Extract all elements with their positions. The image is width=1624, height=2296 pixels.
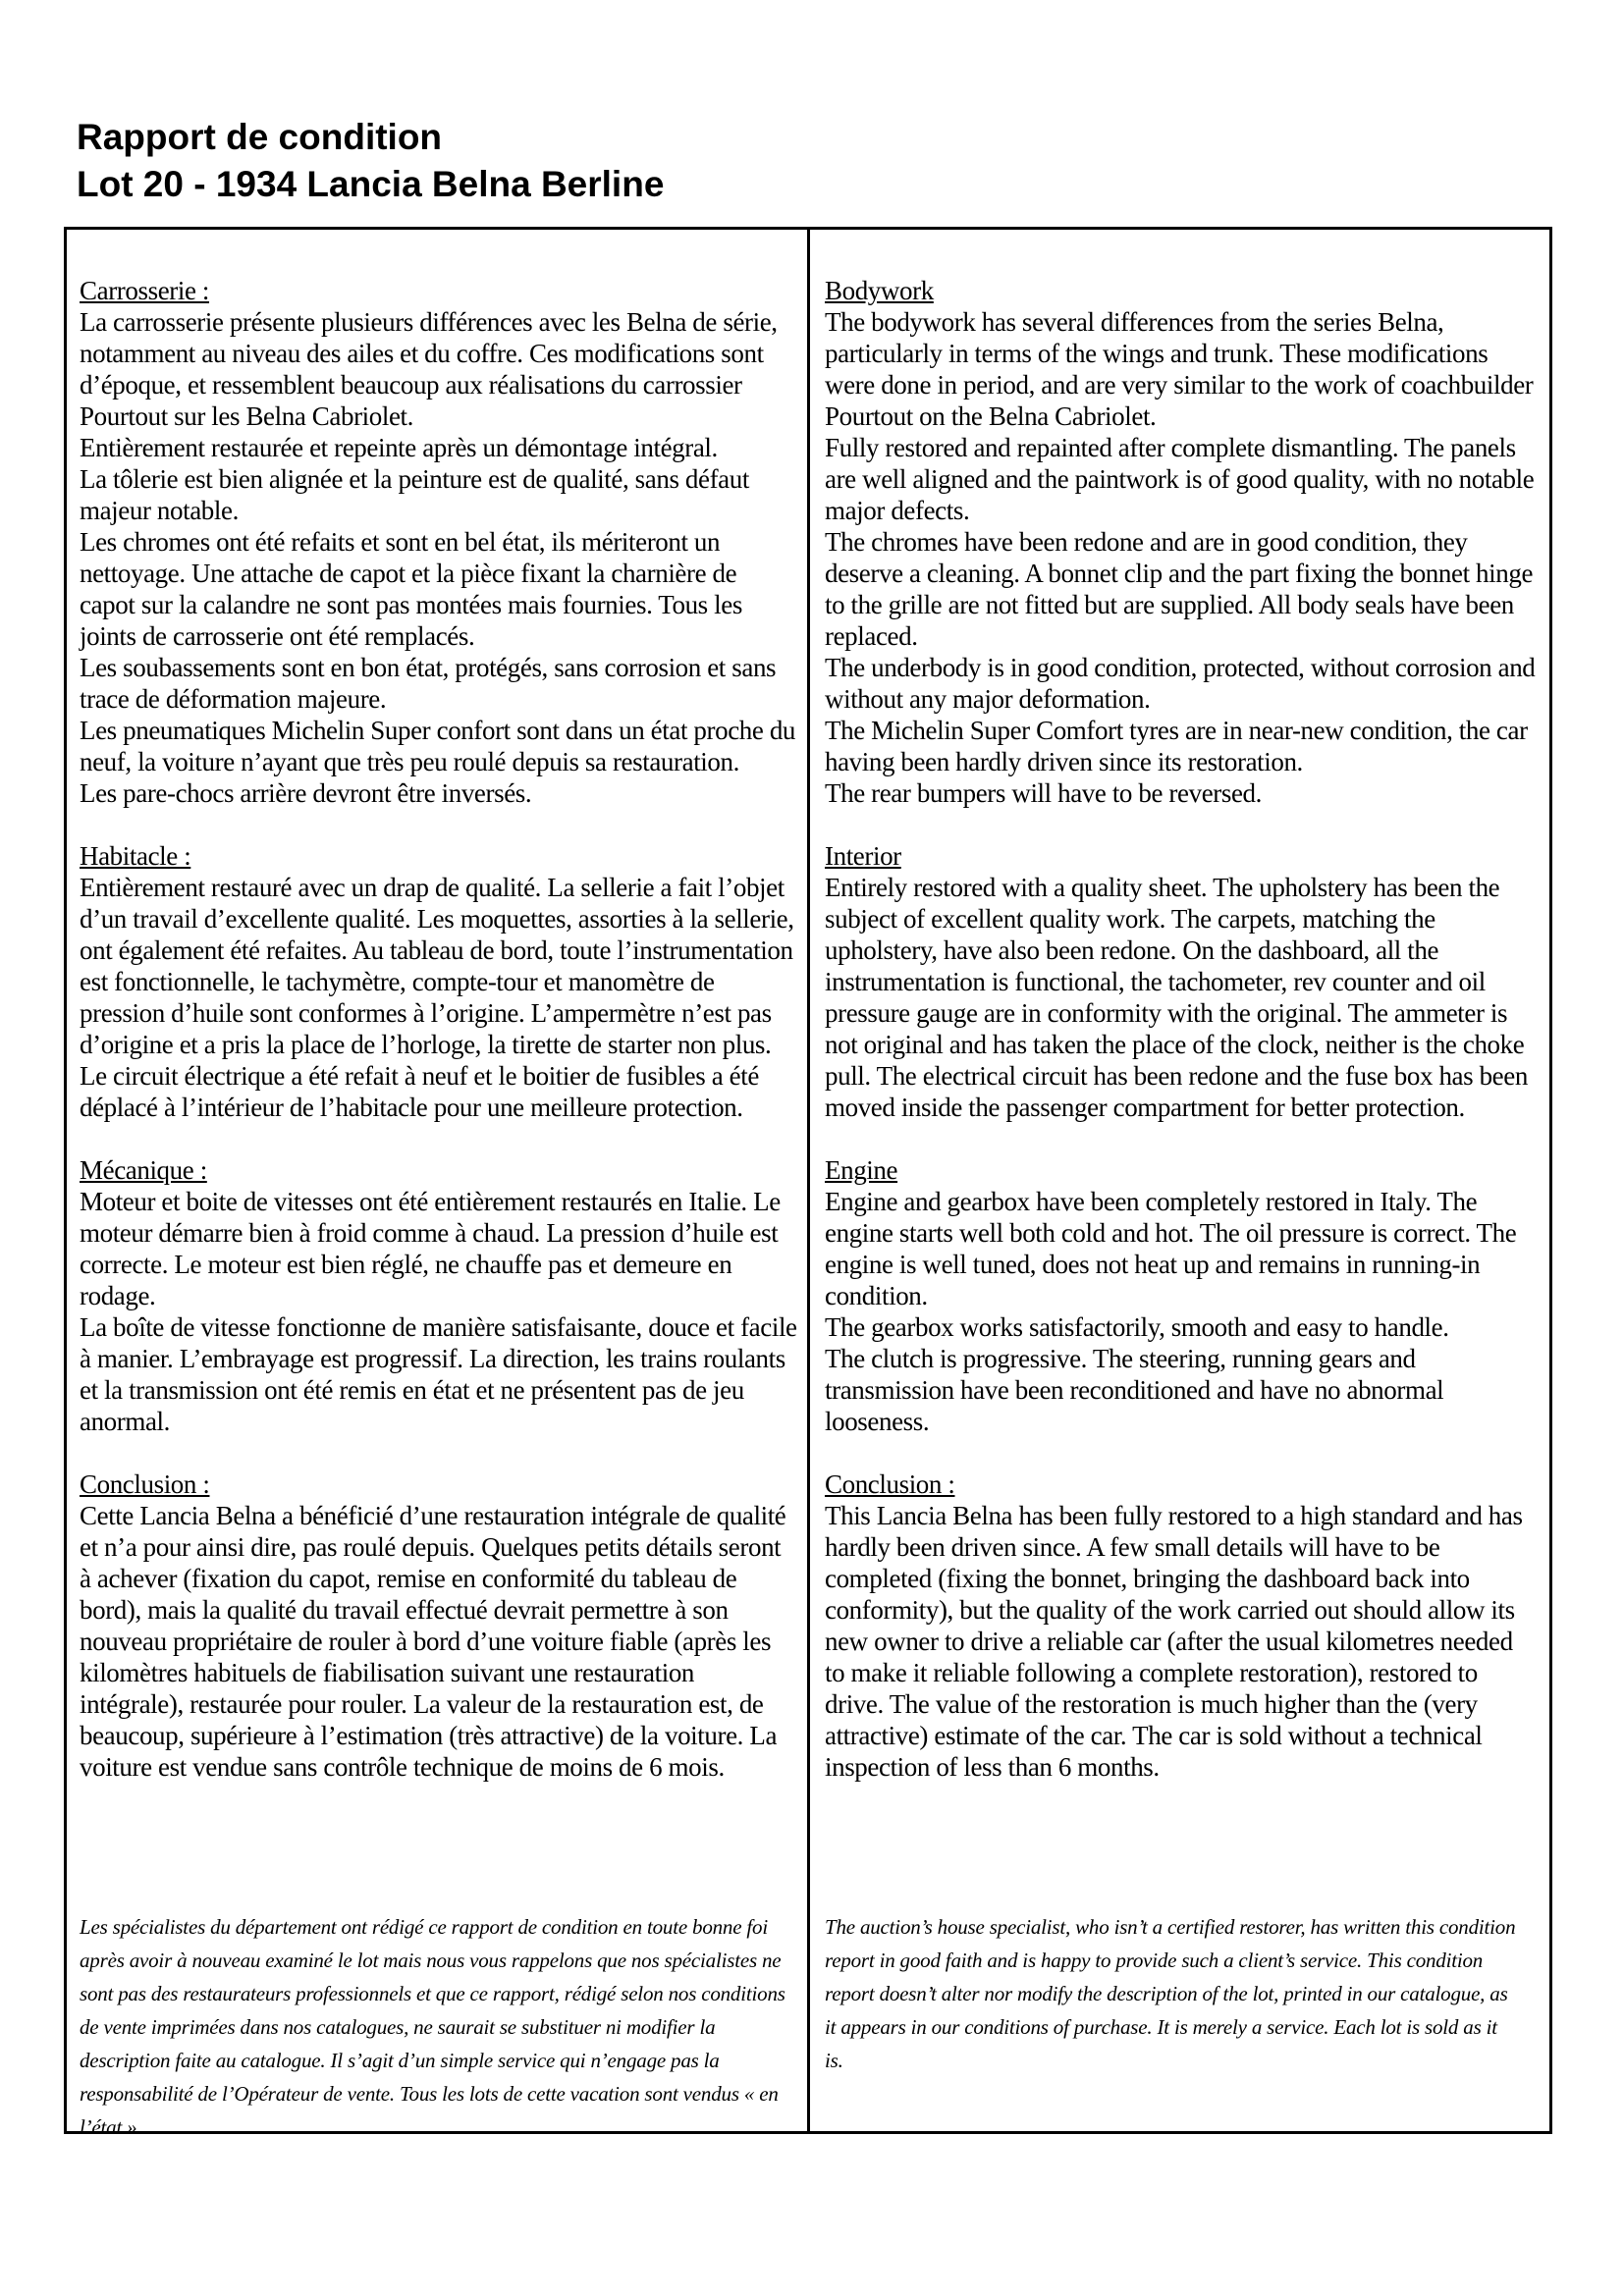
french-column: [67, 230, 810, 2139]
paragraph: La boîte de vitesse fonctionne de manière satisfaisante, douce et facile à manier. L’embrayage est progressif. La direction, les trains roulants et la transmission ont été remis en état et ne présentent pas de jeu anormal.: [80, 1312, 797, 1436]
document-title: [77, 114, 664, 208]
paragraph: The underbody is in good condition, protected, without corrosion and without any major deformation.: [825, 653, 1536, 714]
section-habitacle: [80, 840, 797, 1123]
paragraph: Entièrement restaurée et repeinte après un démontage intégral.: [80, 433, 718, 462]
paragraph: This Lancia Belna has been fully restored to a high standard and has hardly been driven since. A few small details will have to be completed (fixing the bonnet, bringing the dashboard back into conformity), but the quality of the work carried out should allow its new owner to drive a reliable car (after the usual kilometres needed to make it reliable following a complete restoration), restored to drive. The value of the restoration is much higher than the (very attractive) estimate of the car. The car is sold without a technical inspection of less than 6 months.: [825, 1501, 1523, 1782]
paragraph: Entièrement restauré avec un drap de qualité. La sellerie a fait l’objet d’un travail d’excellente qualité. Les moquettes, assorties à la sellerie, ont également été refaites. Au tableau de bord, toute l’instrumentation est fonctionnelle, le tachymètre, compte-tour et manomètre de pression d’huile sont conformes à l’origine. L’ampermètre n’est pas d’origine et a pris la place de l’horloge, la tirette de starter non plus. Le circuit électrique a été refait à neuf et le boitier de fusibles a été déplacé à l’intérieur de l’habitacle pour une meilleure protection.: [80, 873, 794, 1122]
paragraph: Entirely restored with a quality sheet. The upholstery has been the subject of excellent quality work. The carpets, matching the upholstery, have also been redone. On the dashboard, all the instrumentation is functional, the tachometer, rev counter and oil pressure gauge are in conformity with the original. The ammeter is not original and has taken the place of the clock, neither is the choke pull. The electrical circuit has been redone and the fuse box has been moved inside the passenger compartment for better protection.: [825, 873, 1528, 1122]
paragraph: The rear bumpers will have to be reversed.: [825, 778, 1263, 808]
section-heading: Carrosserie :: [80, 276, 210, 305]
section-heading: Mécanique :: [80, 1155, 207, 1185]
paragraph: Les pare-chocs arrière devront être inversés.: [80, 778, 532, 808]
english-column: [810, 230, 1549, 2131]
report-table: [64, 227, 1552, 2139]
disclaimer-french: Les spécialistes du département ont rédigé ce rapport de condition en toute bonne foi après avoir à nouveau examiné le lot mais nous vous rappelons que nos spécialistes ne sont pas des restaurateurs professionnels et que ce rapport, rédigé selon nos conditions de vente imprimées dans nos catalogues, ne saurait se substituer ni modifier la description faite au catalogue. Il s’agit d’un simple service qui n’engage pas la responsabilité de l’Opérateur de vente. Tous les lots de cette vacation sont vendus « en l’état ».: [80, 1915, 785, 2139]
paragraph: La tôlerie est bien alignée et la peinture est de qualité, sans défaut majeur notable.: [80, 464, 749, 525]
section-carrosserie: [80, 275, 797, 809]
section-heading: Engine: [825, 1155, 898, 1185]
section-heading: Bodywork: [825, 276, 934, 305]
paragraph: Les soubassements sont en bon état, protégés, sans corrosion et sans trace de déformation majeure.: [80, 653, 777, 714]
paragraph: Engine and gearbox have been completely restored in Italy. The engine starts well both cold and hot. The oil pressure is correct. The engine is well tuned, does not heat up and remains in running-in condition.: [825, 1187, 1517, 1310]
paragraph: The bodywork has several differences from the series Belna, particularly in terms of the wings and trunk. These modifications were done in period, and are very similar to the work of coachbuilder Pourtout on the Belna Cabriolet.: [825, 307, 1534, 431]
section-heading: Conclusion :: [80, 1469, 210, 1499]
paragraph: The clutch is progressive. The steering, running gears and transmission have been reconditioned and have no abnormal looseness.: [825, 1344, 1444, 1436]
paragraph: Les pneumatiques Michelin Super confort sont dans un état proche du neuf, la voiture n’ayant que très peu roulé depuis sa restauration.: [80, 716, 796, 776]
section-conclusion-fr: [80, 1468, 797, 1783]
paragraph: Cette Lancia Belna a bénéficié d’une restauration intégrale de qualité et n’a pour ainsi dire, pas roulé depuis. Quelques petits détails seront à achever (fixation du capot, remise en conformité du tableau de bord), mais la qualité du travail effectué devrait permettre à son nouveau propriétaire de rouler à bord d’une voiture fiable (après les kilomètres habituels de fiabilisation suivant une restauration intégrale), restaurée pour rouler. La valeur de la restauration est, de beaucoup, supérieure à l’estimation (très attractive) de la voiture. La voiture est vendue sans contrôle technique de moins de 6 mois.: [80, 1501, 786, 1782]
disclaimer-english: The auction’s house specialist, who isn’t a certified restorer, has written this condition report in good faith and is happy to provide such a client’s service. This condition report doesn’t alter nor modify the description of the lot, printed in our catalogue, as it appears in our conditions of purchase. It is merely a service. Each lot is sold as it is.: [825, 1915, 1516, 2072]
paragraph: La carrosserie présente plusieurs différences avec les Belna de série, notamment au niveau des ailes et du coffre. Ces modifications sont d’époque, et ressemblent beaucoup aux réalisations du carrossier Pourtout sur les Belna Cabriolet.: [80, 307, 778, 431]
paragraph: Fully restored and repainted after complete dismantling. The panels are well aligned and the paintwork is of good quality, with no notable major defects.: [825, 433, 1535, 525]
paragraph: The gearbox works satisfactorily, smooth and easy to handle.: [825, 1312, 1449, 1342]
section-mecanique: [80, 1154, 797, 1437]
paragraph: The chromes have been redone and are in good condition, they deserve a cleaning. A bonnet clip and the part fixing the bonnet hinge to the grille are not fitted but are supplied. All body seals have been replaced.: [825, 527, 1534, 651]
section-heading: Conclusion :: [825, 1469, 955, 1499]
section-interior: [825, 840, 1538, 1123]
title-line-2: Lot 20 - 1934 Lancia Belna Berline: [77, 164, 665, 204]
paragraph: Les chromes ont été refaits et sont en bel état, ils mériteront un nettoyage. Une attache de capot et la pièce fixant la charnière de capot sur la calandre ne sont pas montées mais fournies. Tous les joints de carrosserie ont été remplacés.: [80, 527, 742, 651]
title-line-1: Rapport de condition: [77, 117, 443, 157]
section-bodywork: [825, 275, 1538, 809]
paragraph: The Michelin Super Comfort tyres are in near-new condition, the car having been hardly driven since its restoration.: [825, 716, 1528, 776]
paragraph: Moteur et boite de vitesses ont été entièrement restaurés en Italie. Le moteur démarre bien à froid comme à chaud. La pression d’huile est correcte. Le moteur est bien réglé, ne chauffe pas et demeure en rodage.: [80, 1187, 781, 1310]
section-heading: Interior: [825, 841, 901, 871]
section-conclusion-en: [825, 1468, 1538, 1783]
section-engine: [825, 1154, 1538, 1437]
section-heading: Habitacle :: [80, 841, 191, 871]
